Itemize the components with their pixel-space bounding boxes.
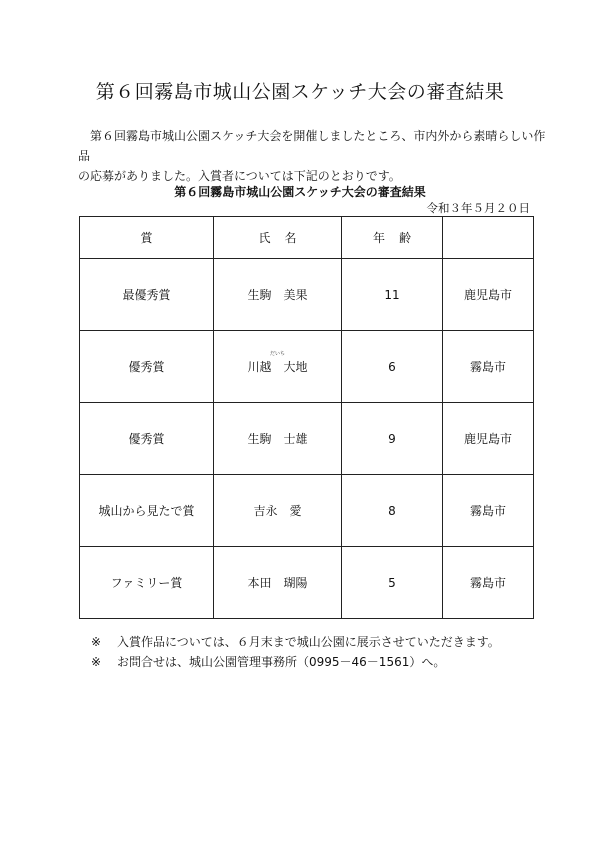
age-cell: 8	[342, 475, 443, 547]
table-row	[80, 331, 534, 403]
note-contact: ※ お問合せは、城山公園管理事務所（0995－46－1561）へ。	[91, 652, 500, 672]
award-cell: 城山から見たで賞	[80, 475, 214, 547]
age-cell: 11	[342, 259, 443, 331]
city-cell: 霧島市	[443, 331, 534, 403]
table-header-row	[80, 217, 534, 259]
award-cell: 優秀賞	[80, 331, 214, 403]
intro-paragraph	[78, 126, 548, 186]
table-row	[80, 475, 534, 547]
name-ruby: だいち	[269, 351, 285, 357]
results-table	[79, 216, 534, 619]
award-cell: 優秀賞	[80, 403, 214, 475]
page-title: 第６回霧島市城山公園スケッチ大会の審査結果	[95, 81, 505, 103]
intro-line-1: 第６回霧島市城山公園スケッチ大会を開催しましたところ、市内外から素晴らしい作品	[78, 129, 546, 163]
table-title: 第６回霧島市城山公園スケッチ大会の審査結果	[174, 185, 426, 199]
header-city	[443, 217, 534, 259]
city-cell: 霧島市	[443, 547, 534, 619]
name-cell: 吉永 愛	[214, 475, 342, 547]
header-award: 賞	[80, 217, 214, 259]
header-name: 氏名	[214, 217, 342, 259]
name-cell: だいち 川越 大地	[214, 331, 342, 403]
award-cell: ファミリー賞	[80, 547, 214, 619]
name-cell: 生駒 士雄	[214, 403, 342, 475]
header-age: 年齢	[342, 217, 443, 259]
city-cell: 鹿児島市	[443, 259, 534, 331]
notes	[91, 632, 500, 672]
age-cell: 6	[342, 331, 443, 403]
city-cell: 鹿児島市	[443, 403, 534, 475]
age-cell: 9	[342, 403, 443, 475]
note-exhibition: ※ 入賞作品については、６月末まで城山公園に展示させていただきます。	[91, 632, 500, 652]
table-row	[80, 403, 534, 475]
note-mark: ※	[91, 635, 102, 649]
date: 令和３年５月２０日	[426, 201, 530, 215]
table-row	[80, 547, 534, 619]
table-row	[80, 259, 534, 331]
name-cell: 本田 瑚陽	[214, 547, 342, 619]
age-cell: 5	[342, 547, 443, 619]
name-cell: 生駒 美果	[214, 259, 342, 331]
note-mark: ※	[91, 655, 102, 669]
award-cell: 最優秀賞	[80, 259, 214, 331]
intro-line-2: の応募がありました。入賞者については下記のとおりです。	[78, 169, 401, 183]
city-cell: 霧島市	[443, 475, 534, 547]
